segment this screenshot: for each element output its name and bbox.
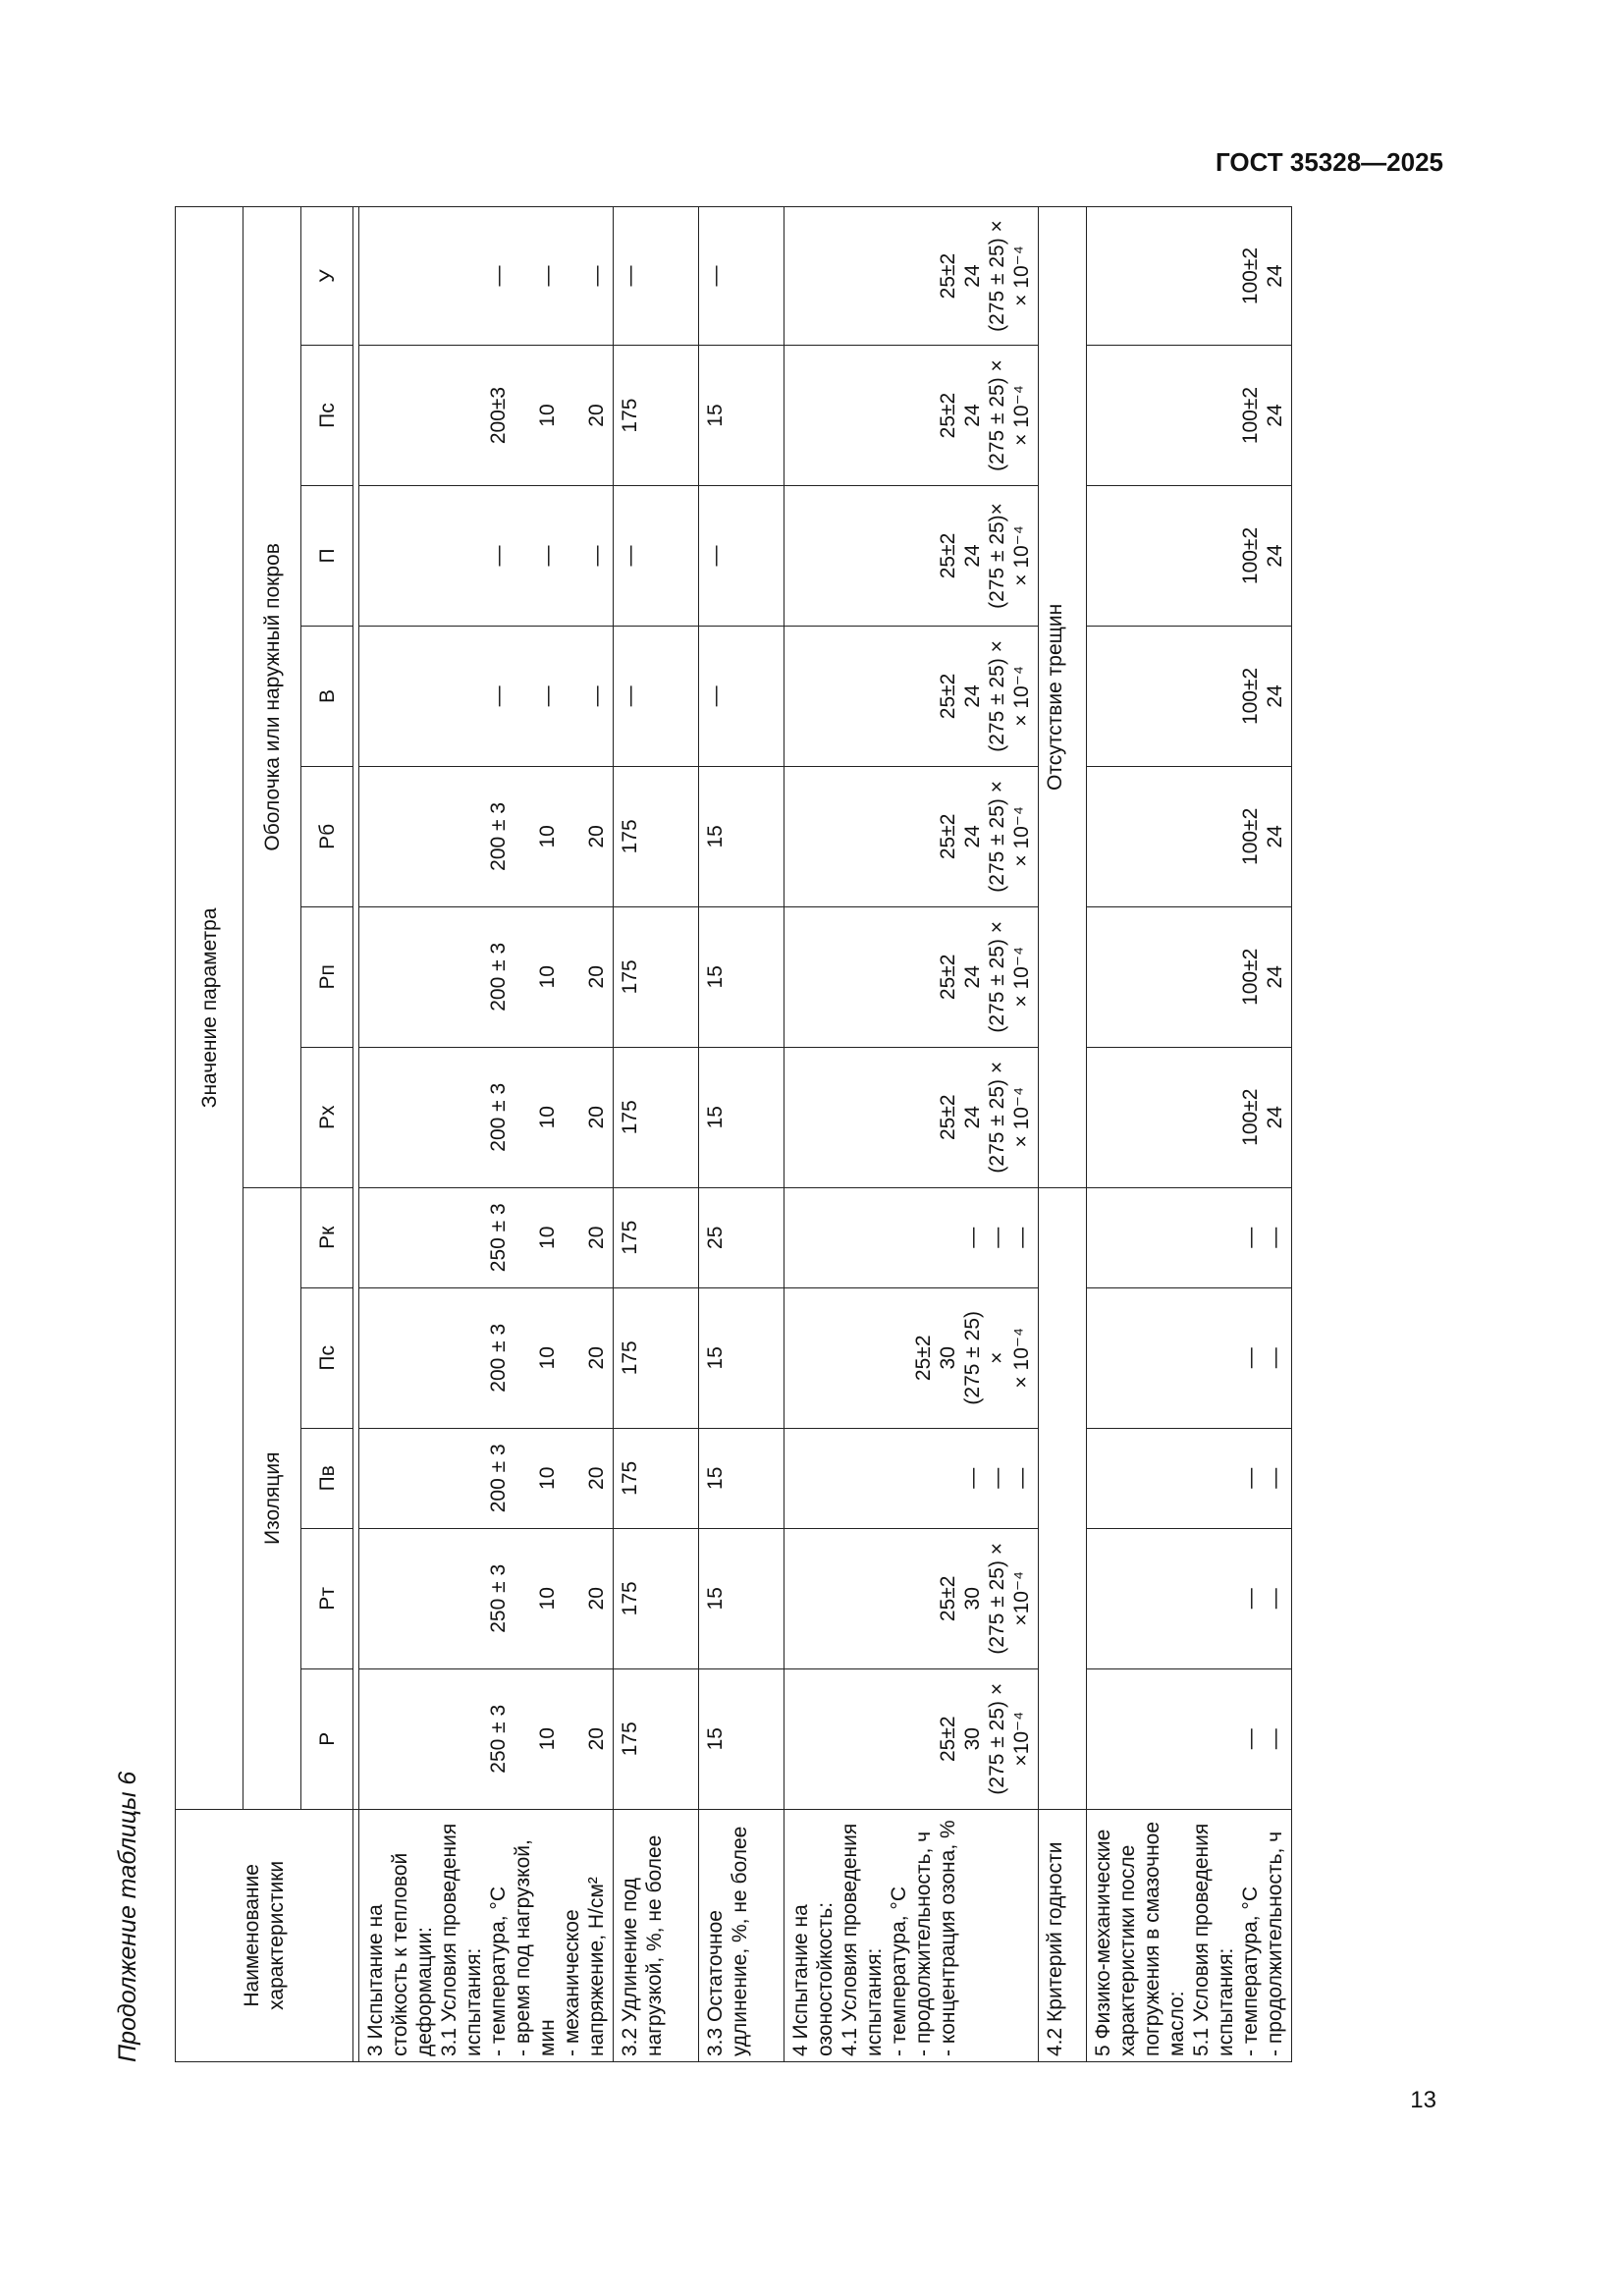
table-row [614, 207, 699, 2062]
table-cell: 15 [699, 766, 784, 906]
table-cell: — [614, 486, 699, 627]
table-cell: 175 [614, 1047, 699, 1187]
table-cell: 175 [614, 906, 699, 1047]
table-cell: 15 [699, 1668, 784, 1809]
table-cell: 250 ± 3 10 20 [359, 1668, 614, 1809]
table-row [359, 207, 614, 2062]
merged-empty-cell [1039, 1187, 1087, 1809]
table-cell: — — — [359, 486, 614, 627]
table-cell: — — [1087, 1668, 1292, 1809]
table-cell: 15 [699, 1047, 784, 1187]
column-header-3: Пс [301, 1287, 353, 1428]
table-cell: 25±2 30 (275 ± 25) × ×10⁻⁴ [784, 1668, 1039, 1809]
table-cell: 25±2 24 (275 ± 25) × × 10⁻⁴ [784, 906, 1039, 1047]
column-header-11: У [301, 207, 353, 346]
table-cell: — [699, 626, 784, 766]
table-cell: — [699, 486, 784, 627]
table-cell: 200 ± 3 10 20 [359, 1287, 614, 1428]
table-cell: 175 [614, 766, 699, 906]
header-row-columns [301, 207, 353, 2062]
row-name: 3 Испытание на стойкость к тепловой деформации: 3.1 Условия проведения испытания: - температура, °С - время под нагрузкой, мин - механическое напряжение, Н/см² [359, 1809, 614, 2061]
table-cell: 200 ± 3 10 20 [359, 1047, 614, 1187]
table-cell: 25±2 24 (275 ± 25) × × 10⁻⁴ [784, 626, 1039, 766]
merged-cell: Отсутствие трещин [1039, 207, 1087, 1188]
rotated-table-area [114, 206, 1373, 2062]
row-name: 5 Физико-механические характеристики после погружения в смазочное масло: 5.1 Условия проведения испытания: - температура, °С - продолжительность, ч [1087, 1809, 1292, 2061]
table-cell: 250 ± 3 10 20 [359, 1528, 614, 1668]
sheath-header: Оболочка или наружный покров [243, 207, 301, 1188]
insulation-header: Изоляция [243, 1187, 301, 1809]
table-cell: 200±3 10 20 [359, 346, 614, 486]
table-cell: 15 [699, 1528, 784, 1668]
column-header-8: В [301, 626, 353, 766]
value-header: Значение параметра [176, 207, 243, 1810]
table-cell: 100±2 24 [1087, 486, 1292, 627]
table-cell: 15 [699, 1428, 784, 1528]
table-cell: — — [1087, 1287, 1292, 1428]
table-row [784, 207, 1039, 2062]
column-header-9: П [301, 486, 353, 627]
table-cell: 15 [699, 906, 784, 1047]
column-header-2: Пв [301, 1428, 353, 1528]
column-header-10: Пс [301, 346, 353, 486]
standard-number: ГОСТ 35328—2025 [1216, 147, 1443, 177]
characteristic-header: Наименование характеристики [176, 1809, 353, 2061]
row-name: 3.2 Удлинение под нагрузкой, %, не более [614, 1809, 699, 2061]
table-cell: 25±2 24 (275 ± 25) × × 10⁻⁴ [784, 1047, 1039, 1187]
column-header-7: Рб [301, 766, 353, 906]
table-cell: 100±2 24 [1087, 1047, 1292, 1187]
table-cell: 175 [614, 1287, 699, 1428]
column-header-1: Рт [301, 1528, 353, 1668]
table-cell: 250 ± 3 10 20 [359, 1187, 614, 1287]
table-cell: 100±2 24 [1087, 346, 1292, 486]
table-cell: 200 ± 3 10 20 [359, 766, 614, 906]
table-cell: 100±2 24 [1087, 207, 1292, 346]
header-row-1 [176, 207, 243, 2062]
table-cell: — — [1087, 1528, 1292, 1668]
table-cell: 100±2 24 [1087, 766, 1292, 906]
table-cell: — [614, 207, 699, 346]
row-name: 3.3 Остаточное удлинение, %, не более [699, 1809, 784, 2061]
table-cell: — — — [359, 626, 614, 766]
table-cell: — — — [784, 1187, 1039, 1287]
table-cell: — [614, 626, 699, 766]
table-cell: 25±2 24 (275 ± 25) × × 10⁻⁴ [784, 207, 1039, 346]
page-number: 13 [1410, 2087, 1436, 2113]
table-cell: 15 [699, 1287, 784, 1428]
table-cell: 200 ± 3 10 20 [359, 906, 614, 1047]
table-cell: — — — [359, 207, 614, 346]
table-cell: 200 ± 3 10 20 [359, 1428, 614, 1528]
table-cell: 25±2 24 (275 ± 25)× × 10⁻⁴ [784, 486, 1039, 627]
column-header-5: Рх [301, 1047, 353, 1187]
column-header-4: Рк [301, 1187, 353, 1287]
table-cell: 175 [614, 1528, 699, 1668]
table-cell: 175 [614, 346, 699, 486]
column-header-6: Рп [301, 906, 353, 1047]
table-cell: 100±2 24 [1087, 626, 1292, 766]
table-cell: 175 [614, 1668, 699, 1809]
table-body [359, 207, 1292, 2062]
table-cell: 100±2 24 [1087, 906, 1292, 1047]
row-name: 4.2 Критерий годности [1039, 1809, 1087, 2061]
table-cell: — — [1087, 1187, 1292, 1287]
table-cell: 25±2 30 (275 ± 25) × ×10⁻⁴ [784, 1528, 1039, 1668]
table-cell: 15 [699, 346, 784, 486]
table-cell: 25±2 30 (275 ± 25) × × 10⁻⁴ [784, 1287, 1039, 1428]
table-cell: 175 [614, 1187, 699, 1287]
row-name: 4 Испытание на озоностойкость: 4.1 Условия проведения испытания: - температура, °С - продолжительность, ч - концентрация озона, % [784, 1809, 1039, 2061]
table-row [1039, 207, 1087, 2062]
table-cell: 25±2 24 (275 ± 25) × × 10⁻⁴ [784, 346, 1039, 486]
table-row [1087, 207, 1292, 2062]
table-cell: 25 [699, 1187, 784, 1287]
table-cell: 25±2 24 (275 ± 25) × × 10⁻⁴ [784, 766, 1039, 906]
column-header-0: Р [301, 1668, 353, 1809]
header-row-2 [243, 207, 301, 2062]
table-cell: 175 [614, 1428, 699, 1528]
table-cell: — [699, 207, 784, 346]
table-cell: — — [1087, 1428, 1292, 1528]
parameters-table [175, 206, 1292, 2062]
table-row [699, 207, 784, 2062]
table-caption: Продолжение таблицы 6 [114, 1771, 141, 2062]
table-cell: — — — [784, 1428, 1039, 1528]
